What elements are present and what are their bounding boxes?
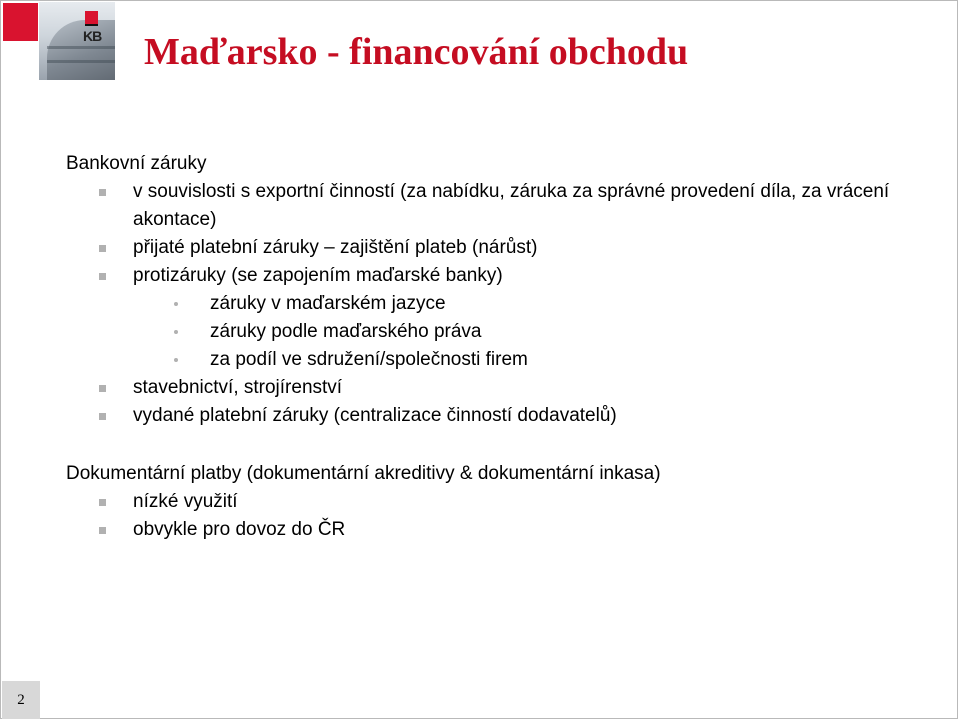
sub-bullet-text: záruky podle maďarského práva [210, 321, 482, 342]
building-band [47, 60, 115, 63]
sub-bullet-text: záruky v maďarském jazyce [210, 293, 446, 314]
square-bullet-icon [99, 189, 106, 196]
corner-accent [3, 3, 38, 41]
bullet-item [66, 234, 946, 262]
square-bullet-icon [99, 385, 106, 392]
section-heading-guarantees: Bankovní záruky [66, 153, 207, 174]
bullet-item [66, 516, 946, 544]
bullet-item [66, 488, 946, 516]
kb-red-square-icon [85, 11, 98, 26]
bullet-text: obvykle pro dovoz do ČR [133, 519, 346, 540]
square-bullet-icon [99, 413, 106, 420]
bullet-item [66, 178, 946, 234]
kb-logo-text: KB [83, 28, 102, 44]
dot-bullet-icon [174, 358, 178, 362]
square-bullet-icon [99, 499, 106, 506]
slide-content [66, 150, 946, 544]
sub-bullet-text: za podíl ve sdružení/společnosti firem [210, 349, 528, 370]
bullet-text: stavebnictví, strojírenství [133, 377, 343, 398]
sub-bullet-item [66, 318, 946, 346]
square-bullet-icon [99, 273, 106, 280]
sub-bullet-item [66, 346, 946, 374]
bullet-text: nízké využití [133, 491, 238, 512]
bullet-text: protizáruky (se zapojením maďarské banky) [133, 265, 503, 286]
square-bullet-icon [99, 245, 106, 252]
bullet-text: přijaté platební záruky – zajištění plateb (nárůst) [133, 237, 538, 258]
square-bullet-icon [99, 527, 106, 534]
dot-bullet-icon [174, 302, 178, 306]
bullet-item [66, 262, 946, 290]
building-band [47, 46, 115, 49]
kb-building-logo [39, 2, 115, 80]
section-spacer [66, 430, 946, 460]
bullet-text: v souvislosti s exportní činností (za nabídku, záruka za správné provedení díla, za vrácení akontace) [133, 181, 890, 230]
bullet-item [66, 374, 946, 402]
slide-title: Maďarsko - financování obchodu [144, 31, 689, 73]
building-image [47, 20, 115, 80]
dot-bullet-icon [174, 330, 178, 334]
page-number: 2 [2, 681, 40, 719]
sub-bullet-item [66, 290, 946, 318]
bullet-text: vydané platební záruky (centralizace činností dodavatelů) [133, 405, 617, 426]
section-heading-documentary: Dokumentární platby (dokumentární akreditivy & dokumentární inkasa) [66, 463, 661, 484]
bullet-item [66, 402, 946, 430]
